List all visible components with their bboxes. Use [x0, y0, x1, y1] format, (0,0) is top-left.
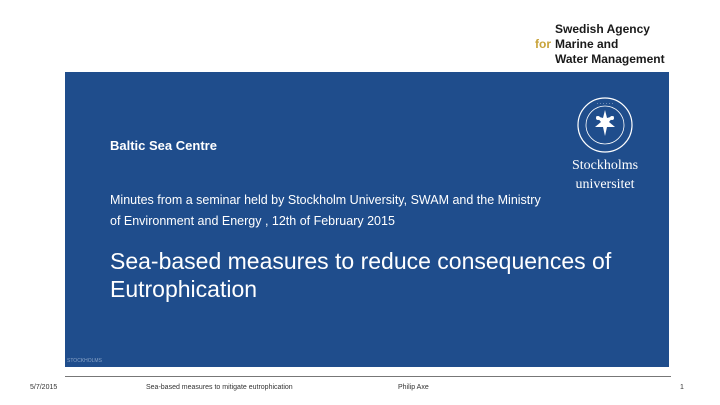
- logo-line-1: Stockholms: [571, 158, 639, 173]
- agency-line-3: Water Management: [555, 52, 665, 66]
- title-panel: [65, 72, 669, 367]
- agency-line-1: Swedish Agency: [555, 22, 650, 36]
- centre-name: Baltic Sea Centre: [110, 138, 217, 153]
- agency-line-2: Marine and: [555, 37, 619, 51]
- university-logo: [555, 96, 655, 192]
- agency-logo: [535, 22, 665, 67]
- footer-date: 5/7/2015: [30, 384, 58, 391]
- university-seal-icon: [576, 96, 634, 154]
- footer-rule: [65, 376, 671, 377]
- minutes-text: Minutes from a seminar held by Stockholm University, SWAM and the Ministry of Environment and Energy , 12th of February 2015: [110, 193, 541, 228]
- image-credit: STOCKHOLMS: [67, 358, 102, 364]
- agency-for: for: [535, 37, 551, 51]
- footer-author: Philip Axe: [398, 384, 429, 391]
- presentation-title: Sea-based measures to reduce consequences of Eutrophication: [110, 248, 612, 302]
- footer-page-number: 1: [680, 384, 684, 391]
- logo-line-2: universitet: [575, 177, 635, 192]
- svg-text:· · · · · ·: · · · · · ·: [596, 101, 614, 107]
- footer-title: Sea-based measures to mitigate eutrophication: [146, 384, 293, 391]
